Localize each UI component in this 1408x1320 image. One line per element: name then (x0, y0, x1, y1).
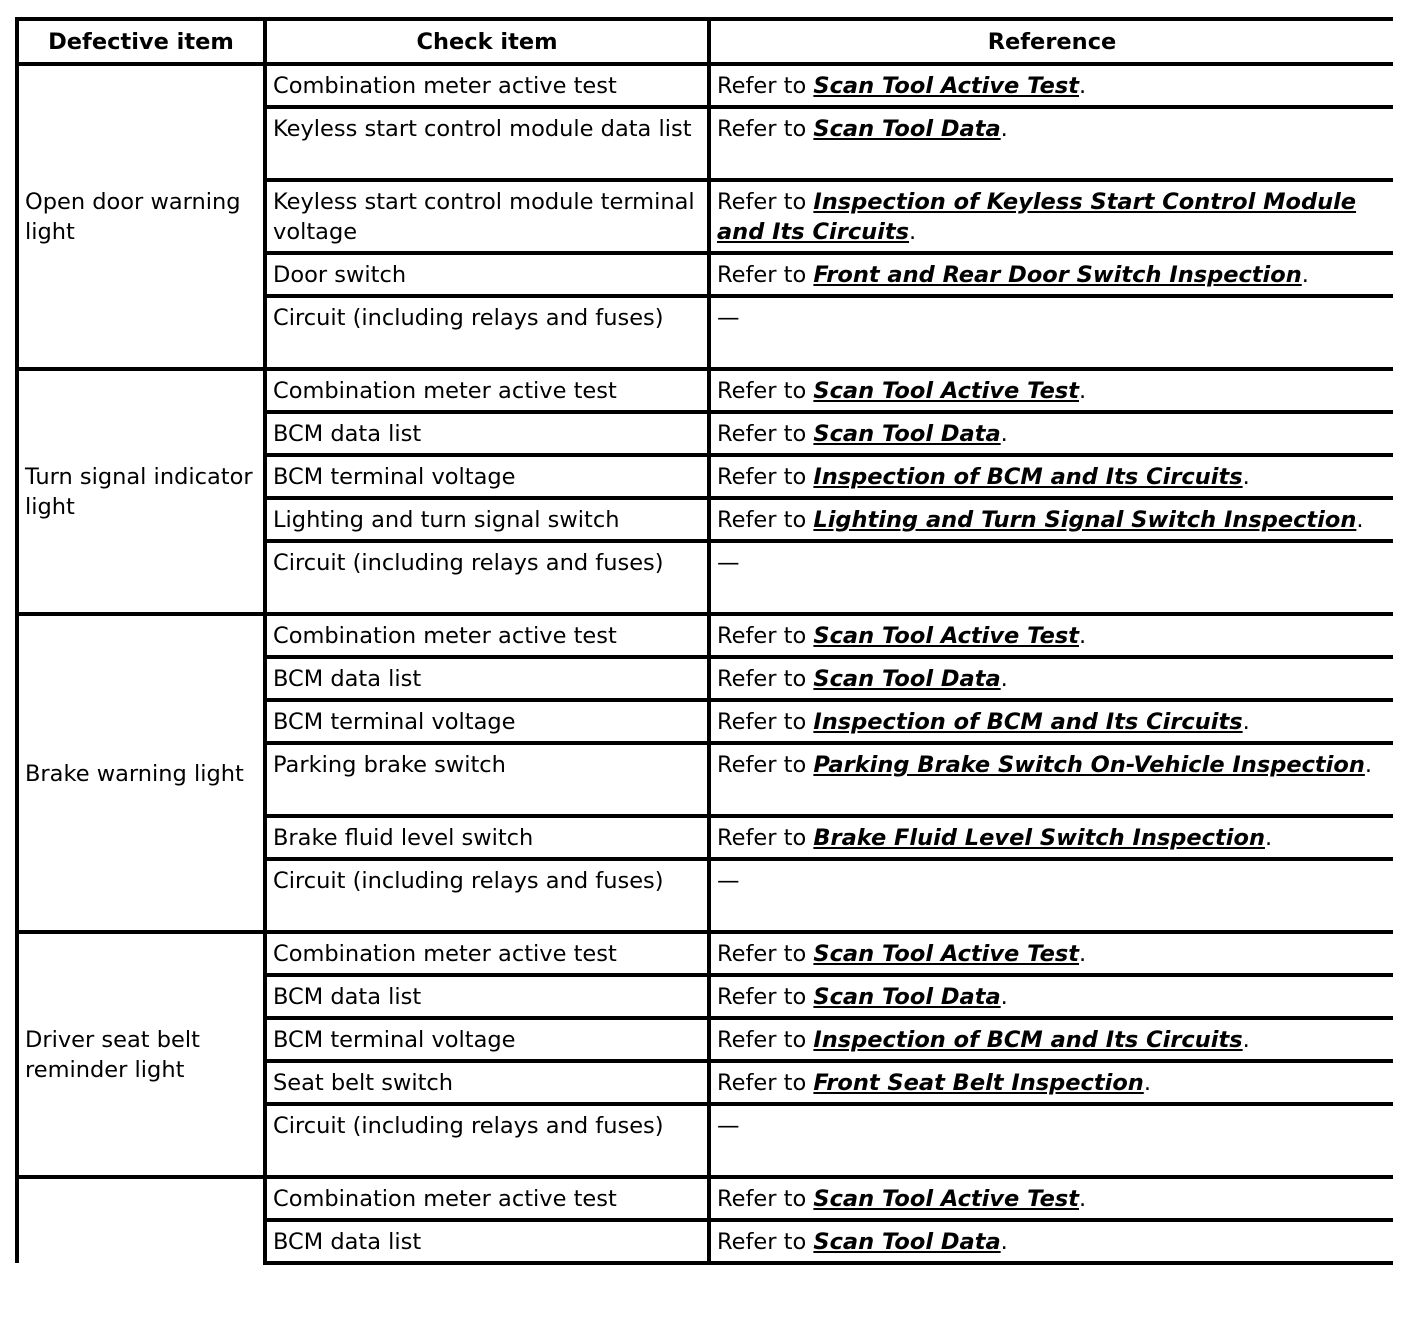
refer-prefix: Refer to (717, 666, 814, 692)
period: . (1242, 709, 1250, 735)
reference-cell (709, 975, 1393, 1018)
refer-prefix: Refer to (717, 421, 814, 447)
check-item-cell: BCM terminal voltage (265, 700, 709, 743)
reference-cell (709, 816, 1393, 859)
reference-link[interactable]: Scan Tool Active Test (813, 378, 1080, 404)
reference-cell (709, 498, 1393, 541)
period: . (1364, 752, 1373, 778)
inspection-table (15, 17, 1393, 1265)
reference-link[interactable]: Scan Tool Active Test (813, 73, 1080, 99)
refer-prefix: Refer to (717, 1027, 814, 1053)
check-item-cell: Combination meter active test (265, 369, 709, 412)
check-item-cell: Keyless start control module data list (265, 107, 709, 180)
refer-prefix: Refer to (717, 1070, 814, 1096)
check-item-cell: Keyless start control module terminal voltage (265, 180, 709, 253)
reference-link[interactable]: Inspection of BCM and Its Circuits (813, 1027, 1243, 1053)
reference-cell (709, 657, 1393, 700)
reference-link[interactable]: Scan Tool Active Test (813, 1186, 1080, 1212)
period: . (1000, 1229, 1008, 1255)
refer-prefix: Refer to (717, 1229, 814, 1255)
period: . (1079, 623, 1087, 649)
reference-link[interactable]: Inspection of BCM and Its Circuits (813, 464, 1243, 490)
header-defective-item: Defective item (17, 19, 265, 64)
no-reference-dash: — (717, 550, 740, 576)
reference-link[interactable]: Front Seat Belt Inspection (813, 1070, 1144, 1096)
reference-cell (709, 296, 1393, 369)
refer-prefix: Refer to (717, 1186, 814, 1212)
check-item-cell: Circuit (including relays and fuses) (265, 859, 709, 932)
check-item-cell: BCM data list (265, 1220, 709, 1263)
check-item-cell: BCM terminal voltage (265, 1018, 709, 1061)
reference-cell (709, 180, 1393, 253)
check-item-cell: Door switch (265, 253, 709, 296)
refer-prefix: Refer to (717, 464, 814, 490)
check-item-cell: Combination meter active test (265, 932, 709, 975)
refer-prefix: Refer to (717, 941, 814, 967)
reference-link[interactable]: Inspection of Keyless Start Control Module and Its Circuits (717, 189, 1357, 245)
reference-cell (709, 743, 1393, 816)
reference-link[interactable]: Scan Tool Data (813, 666, 1001, 692)
reference-link[interactable]: Scan Tool Data (813, 1229, 1001, 1255)
reference-cell (709, 614, 1393, 657)
check-item-cell: BCM data list (265, 412, 709, 455)
reference-cell (709, 369, 1393, 412)
reference-link[interactable]: Lighting and Turn Signal Switch Inspection (813, 507, 1357, 533)
period: . (1301, 262, 1309, 288)
defective-item-cell: Turn signal indicator light (17, 369, 265, 614)
check-item-cell: BCM data list (265, 657, 709, 700)
period: . (1242, 1027, 1250, 1053)
reference-link[interactable]: Scan Tool Active Test (813, 941, 1080, 967)
reference-cell (709, 64, 1393, 107)
period: . (1356, 507, 1364, 533)
check-item-cell: Combination meter active test (265, 64, 709, 107)
table-header-row (17, 19, 1393, 64)
reference-cell (709, 412, 1393, 455)
refer-prefix: Refer to (717, 116, 814, 142)
reference-link[interactable]: Scan Tool Active Test (813, 623, 1080, 649)
period: . (909, 219, 917, 245)
defective-item-cell (17, 1177, 265, 1263)
reference-cell (709, 1177, 1393, 1220)
defective-item-cell: Brake warning light (17, 614, 265, 932)
reference-cell (709, 1104, 1393, 1177)
refer-prefix: Refer to (717, 73, 814, 99)
check-item-cell: BCM terminal voltage (265, 455, 709, 498)
reference-cell (709, 107, 1393, 180)
reference-cell (709, 1018, 1393, 1061)
table-row (17, 614, 1393, 657)
no-reference-dash: — (717, 868, 740, 894)
check-item-cell: Combination meter active test (265, 614, 709, 657)
refer-prefix: Refer to (717, 623, 814, 649)
refer-prefix: Refer to (717, 189, 814, 215)
refer-prefix: Refer to (717, 378, 814, 404)
period: . (1079, 1186, 1087, 1212)
reference-link[interactable]: Scan Tool Data (813, 116, 1001, 142)
no-reference-dash: — (717, 1113, 740, 1139)
check-item-cell: Parking brake switch (265, 743, 709, 816)
refer-prefix: Refer to (717, 507, 814, 533)
reference-cell (709, 859, 1393, 932)
period: . (1143, 1070, 1151, 1096)
reference-link[interactable]: Brake Fluid Level Switch Inspection (813, 825, 1265, 851)
period: . (1000, 984, 1008, 1010)
check-item-cell: Combination meter active test (265, 1177, 709, 1220)
period: . (1000, 421, 1008, 447)
reference-cell (709, 455, 1393, 498)
check-item-cell: Brake fluid level switch (265, 816, 709, 859)
reference-cell (709, 932, 1393, 975)
period: . (1264, 825, 1273, 851)
table-row (17, 64, 1393, 107)
reference-link[interactable]: Scan Tool Data (813, 984, 1001, 1010)
refer-prefix: Refer to (717, 262, 814, 288)
check-item-cell: Seat belt switch (265, 1061, 709, 1104)
no-reference-dash: — (717, 305, 740, 331)
period: . (1079, 378, 1087, 404)
inspection-table-container (15, 17, 1393, 1268)
check-item-cell: Circuit (including relays and fuses) (265, 1104, 709, 1177)
header-check-item: Check item (265, 19, 709, 64)
check-item-cell: Lighting and turn signal switch (265, 498, 709, 541)
reference-link[interactable]: Scan Tool Data (813, 421, 1001, 447)
reference-cell (709, 253, 1393, 296)
reference-cell (709, 1220, 1393, 1263)
period: . (1000, 666, 1008, 692)
reference-cell (709, 700, 1393, 743)
refer-prefix: Refer to (717, 825, 814, 851)
table-row (17, 1177, 1393, 1220)
check-item-cell: Circuit (including relays and fuses) (265, 296, 709, 369)
period: . (1000, 116, 1008, 142)
reference-link[interactable]: Front and Rear Door Switch Inspection (813, 262, 1302, 288)
period: . (1242, 464, 1250, 490)
reference-cell (709, 541, 1393, 614)
check-item-cell: BCM data list (265, 975, 709, 1018)
period: . (1079, 73, 1087, 99)
period: . (1079, 941, 1087, 967)
defective-item-cell: Driver seat belt reminder light (17, 932, 265, 1177)
table-row (17, 932, 1393, 975)
reference-link[interactable]: Parking Brake Switch On-Vehicle Inspection (813, 752, 1365, 778)
refer-prefix: Refer to (717, 709, 814, 735)
table-row (17, 369, 1393, 412)
header-reference: Reference (709, 19, 1393, 64)
reference-cell (709, 1061, 1393, 1104)
table-body (17, 64, 1393, 1263)
defective-item-cell: Open door warning light (17, 64, 265, 369)
reference-link[interactable]: Inspection of BCM and Its Circuits (813, 709, 1243, 735)
refer-prefix: Refer to (717, 752, 814, 778)
check-item-cell: Circuit (including relays and fuses) (265, 541, 709, 614)
refer-prefix: Refer to (717, 984, 814, 1010)
